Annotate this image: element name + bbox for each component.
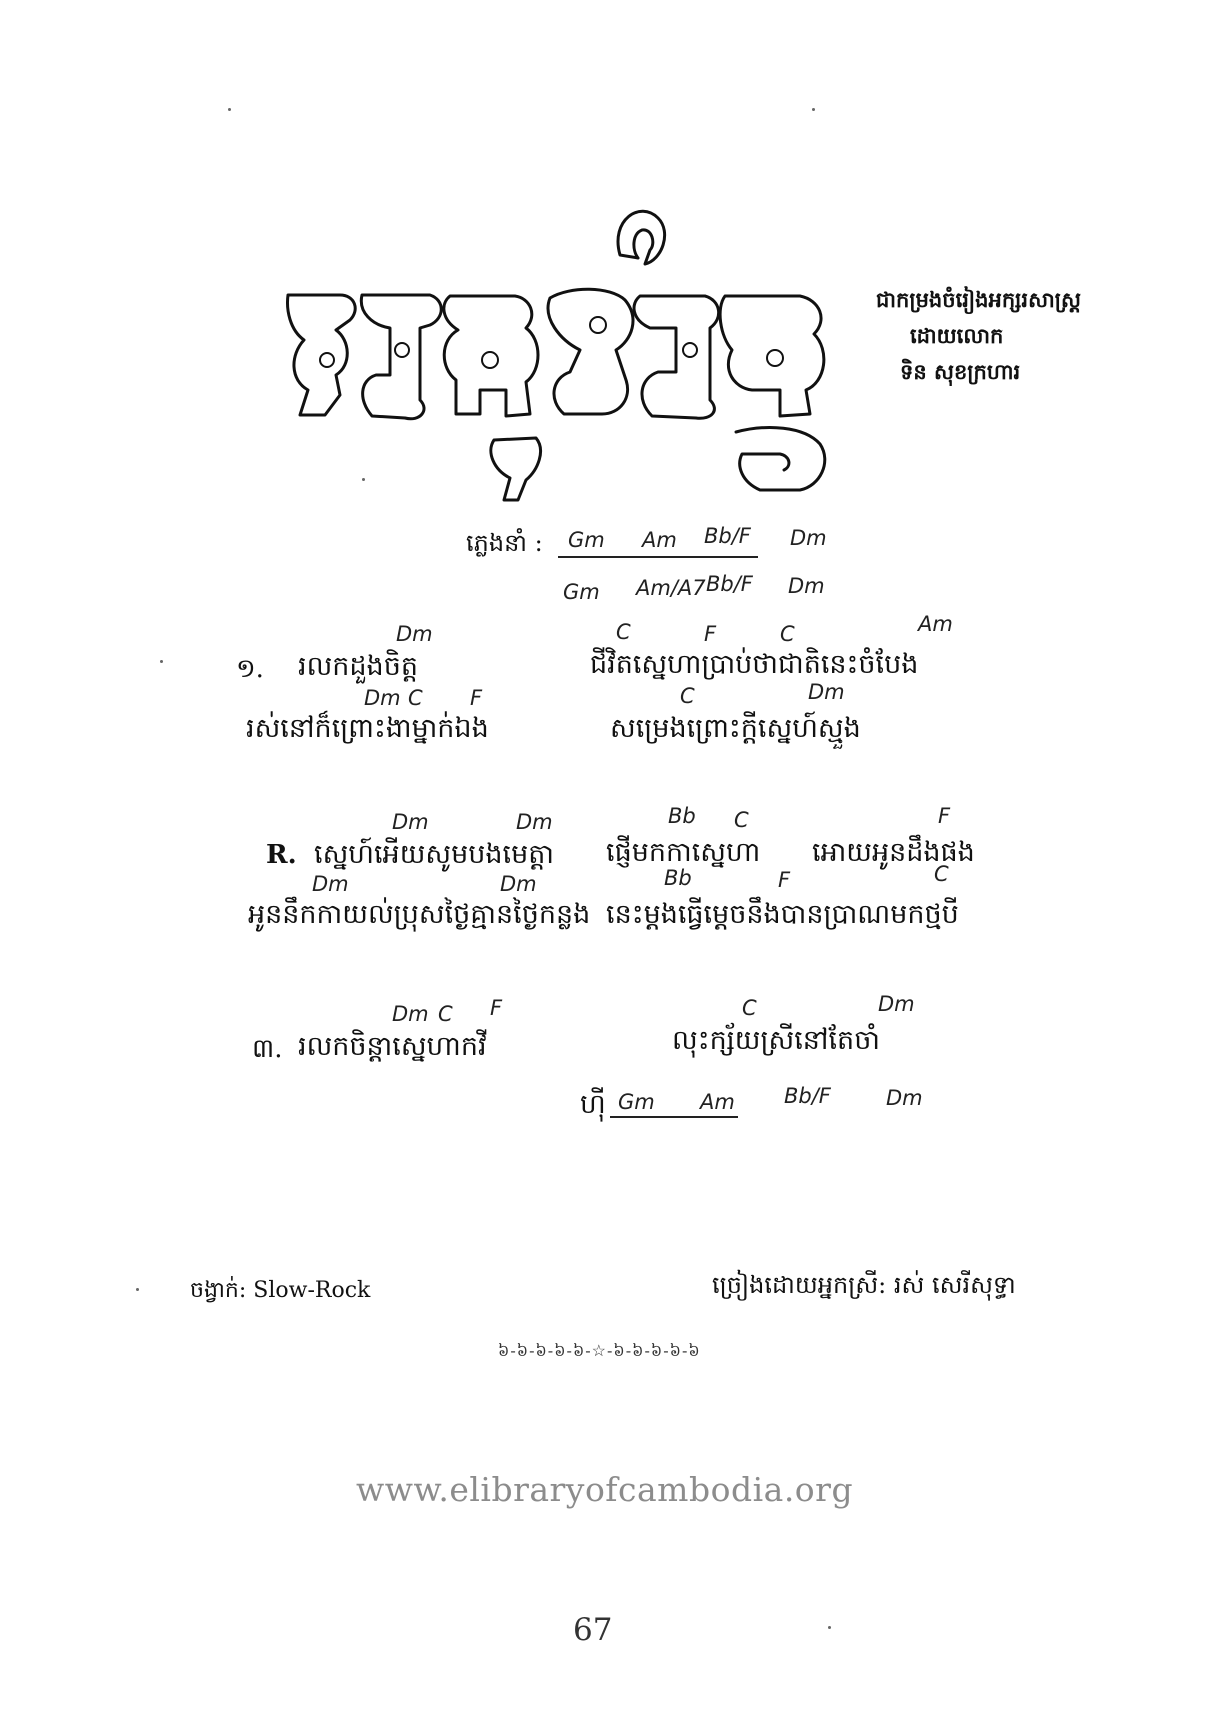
scan-speck	[812, 108, 815, 111]
intro-chord: Bb/F	[704, 524, 751, 548]
lyric-line: អូននឹកកាយល់ប្រុសថ្ងៃគ្មានថ្ងៃកន្លង	[248, 899, 591, 930]
chord: C	[934, 862, 949, 886]
rhythm-label: ចង្វាក់: Slow-Rock	[190, 1278, 371, 1303]
ornament-divider: ៦-៦-៦-៦-៦-☆-៦-៦-៦-៦-៦	[498, 1341, 701, 1360]
lyric-line: រលកចិន្តាស្នេហាកវី	[298, 1031, 487, 1062]
intro-label: ភ្លេងនាំ :	[466, 529, 543, 557]
website-watermark: www.elibraryofcambodia.org	[356, 1470, 854, 1509]
chord: F	[938, 804, 951, 828]
lyric-line: រលកដួងចិត្ត	[298, 651, 418, 682]
chord: C	[438, 1002, 453, 1026]
lyric-line: អោយអូនដឹងផង	[812, 837, 975, 868]
scan-speck	[160, 660, 163, 663]
intro-chord: Am	[642, 528, 677, 552]
chord: Dm	[396, 622, 433, 646]
chord: C	[680, 684, 695, 708]
chord: C	[734, 808, 749, 832]
chord: Am	[918, 612, 953, 636]
scan-speck	[828, 1626, 831, 1629]
lyric-line: រស់នៅក៏ព្រោះងាម្នាក់ឯង	[246, 713, 489, 744]
lyric-line: លុះក្ស័យស្រីនៅតែចាំ	[672, 1025, 880, 1056]
chord: Dm	[392, 810, 429, 834]
lyric-line: ស្នេហ៍អើយសូមបងមេត្តា	[314, 839, 554, 870]
scan-speck	[136, 1288, 139, 1291]
intro-chord: Bb/F	[706, 572, 753, 596]
chord: Dm	[312, 872, 349, 896]
song-title-lettering	[280, 200, 840, 520]
chord: Bb	[668, 804, 696, 828]
intro-chord: Am/A7	[636, 576, 706, 600]
chord: Bb	[664, 866, 692, 890]
lyric-line: នេះម្តងធ្វើម្តេចនឹងបានប្រាណមកថ្មបី	[606, 899, 959, 930]
chord: C	[408, 686, 423, 710]
lyric-line: ជីវិតស្នេហាប្រាប់ថាជាតិនេះចំបែង	[590, 649, 919, 680]
chord: C	[780, 622, 795, 646]
intro-underline	[558, 556, 758, 558]
intro-chord: Dm	[790, 526, 827, 550]
credits	[876, 282, 1081, 390]
chord: F	[470, 686, 483, 710]
outro-chord: Gm	[618, 1090, 655, 1114]
chord: C	[742, 996, 757, 1020]
outro-label: ហ៊ី	[580, 1089, 606, 1120]
scan-speck	[362, 478, 365, 481]
intro-chord: Gm	[568, 528, 605, 552]
outro-underline	[610, 1116, 738, 1118]
chord: F	[490, 996, 503, 1020]
intro-chord: Dm	[788, 574, 825, 598]
credit-line: ដោយលោក	[910, 323, 1004, 348]
chord: C	[616, 620, 631, 644]
chord: F	[704, 622, 717, 646]
credit-line: ជាកម្រងចំរៀងអក្សរសាស្ត្រ	[876, 287, 1081, 312]
intro-chord: Gm	[563, 580, 600, 604]
verse-marker: ១.	[236, 654, 264, 684]
verse-marker: R.	[266, 840, 297, 870]
outro-chord: Dm	[886, 1086, 923, 1110]
credit-line: ទិន សុខក្រហារ	[900, 359, 1021, 384]
outro-chord: Bb/F	[784, 1084, 831, 1108]
lyric-line: ផ្ញើមកកាស្នេហា	[606, 837, 761, 868]
chord: Dm	[808, 680, 845, 704]
chord: Dm	[878, 992, 915, 1016]
singer-label: ច្រៀងដោយអ្នកស្រី: រស់ សេរីសុទ្ធា	[712, 1271, 1016, 1299]
chord: Dm	[364, 686, 401, 710]
song-title	[280, 200, 840, 520]
page-number: 67	[573, 1612, 613, 1648]
verse-marker: ៣.	[252, 1034, 283, 1064]
chord: F	[778, 868, 791, 892]
chord: Dm	[516, 810, 553, 834]
scan-speck	[228, 108, 231, 111]
outro-chord: Am	[700, 1090, 735, 1114]
chord: Dm	[500, 872, 537, 896]
chord: Dm	[392, 1002, 429, 1026]
lyric-line: សម្រេងព្រោះក្តីស្នេហ៍ស្មួង	[610, 713, 861, 744]
